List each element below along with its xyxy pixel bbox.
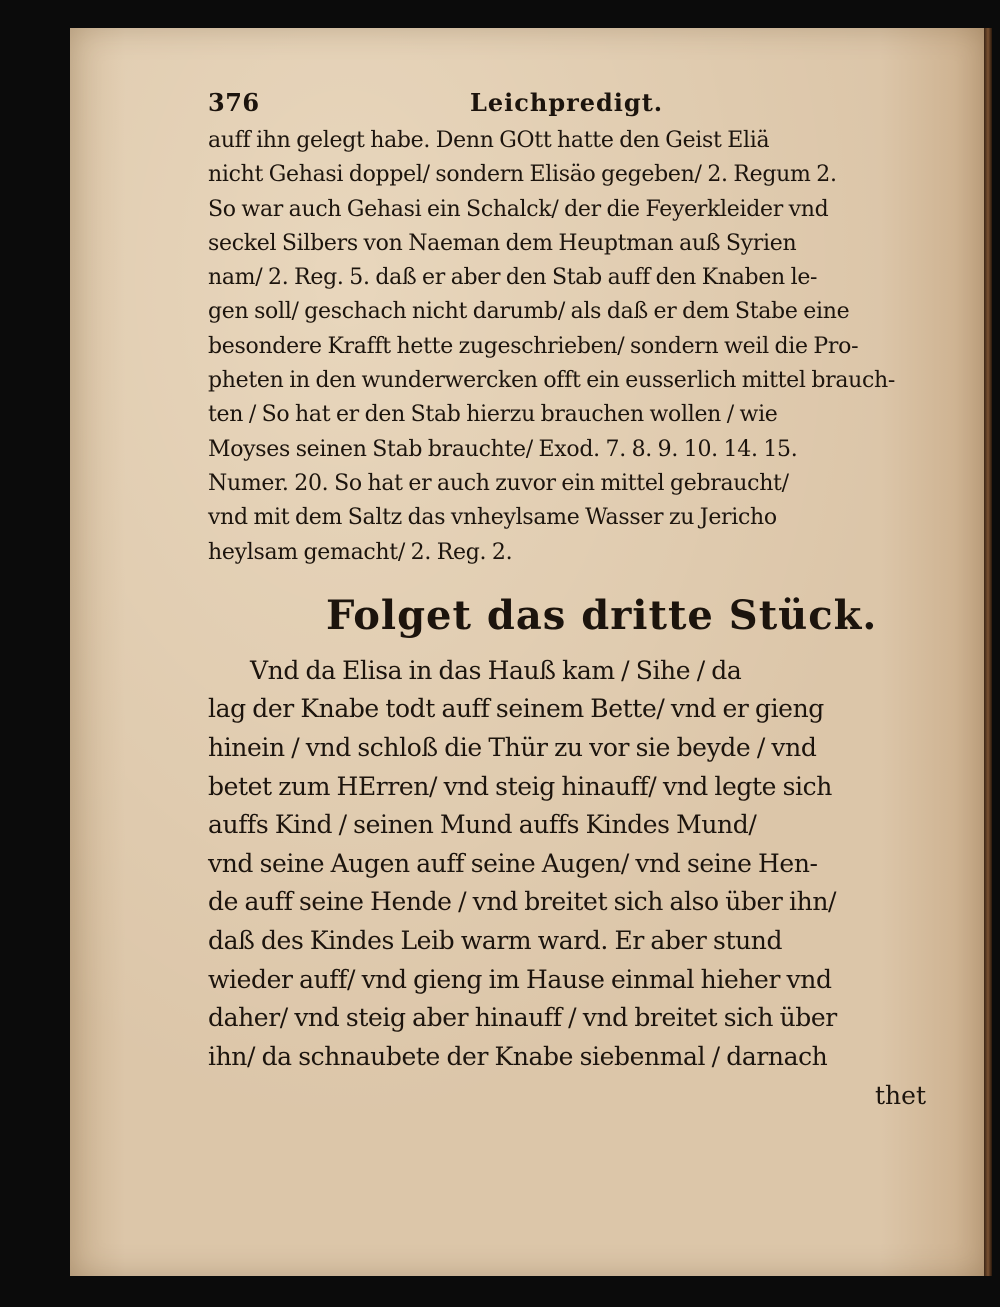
text-line: seckel Silbers von Naeman dem Heuptman auß Syrien <box>208 230 797 256</box>
text-line: vnd mit dem Saltz das vnheylsame Wasser zu Jericho <box>208 505 777 531</box>
text-line: besondere Krafft hette zugeschrieben/ sondern weil die Pro- <box>208 333 859 359</box>
lower-paragraph <box>208 652 938 1077</box>
text-line: gen soll/ geschach nicht darumb/ als daß er dem Stabe eine <box>208 299 850 325</box>
upper-paragraph <box>208 124 938 570</box>
text-line: Numer. 20. So hat er auch zuvor ein mittel gebraucht/ <box>208 470 789 496</box>
text-line: So war auch Gehasi ein Schalck/ der die Feyerkleider vnd <box>208 196 829 222</box>
section-heading: Folget das dritte Stück. <box>326 591 878 639</box>
book-spine-edge <box>984 28 992 1276</box>
text-line: Vnd da Elisa in das Hauß kam / Sihe / da <box>250 655 742 685</box>
text-line: wieder auff/ vnd gieng im Hause einmal hieher vnd <box>208 964 832 994</box>
text-line: nicht Gehasi doppel/ sondern Elisäo gegeben/ 2. Regum 2. <box>208 162 837 188</box>
catchword: thet <box>875 1081 926 1111</box>
text-line: daher/ vnd steig aber hinauff / vnd breitet sich über <box>208 1003 837 1033</box>
text-line: pheten in den wunderwercken offt ein eusserlich mittel brauch- <box>208 368 896 394</box>
text-line: daß des Kindes Leib warm ward. Er aber stund <box>208 926 783 956</box>
text-line: Moyses seinen Stab brauchte/ Exod. 7. 8. 9. 10. 14. 15. <box>208 436 798 462</box>
text-line: hinein / vnd schloß die Thür zu vor sie beyde / vnd <box>208 733 817 763</box>
page-number: 376 <box>208 88 260 117</box>
text-line: ten / So hat er den Stab hierzu brauchen wollen / wie <box>208 402 778 428</box>
text-line: heylsam gemacht/ 2. Reg. 2. <box>208 539 513 565</box>
text-line: vnd seine Augen auff seine Augen/ vnd seine Hen- <box>208 848 818 878</box>
text-line: auffs Kind / seinen Mund auffs Kindes Mund/ <box>208 810 757 840</box>
text-line: lag der Knabe todt auff seinem Bette/ vnd er gieng <box>208 694 824 724</box>
running-head: Leichpredigt. <box>470 88 664 117</box>
page-header <box>208 88 938 124</box>
text-line: auff ihn gelegt habe. Denn GOtt hatte den Geist Eliä <box>208 128 770 153</box>
text-line: de auff seine Hende / vnd breitet sich also über ihn/ <box>208 887 837 917</box>
text-line: nam/ 2. Reg. 5. daß er aber den Stab auff den Knaben le- <box>208 265 818 291</box>
page-text-block <box>208 88 938 1116</box>
text-line: betet zum HErren/ vnd steig hinauff/ vnd legte sich <box>208 771 832 801</box>
text-line: ihn/ da schnaubete der Knabe siebenmal / darnach <box>208 1041 828 1071</box>
